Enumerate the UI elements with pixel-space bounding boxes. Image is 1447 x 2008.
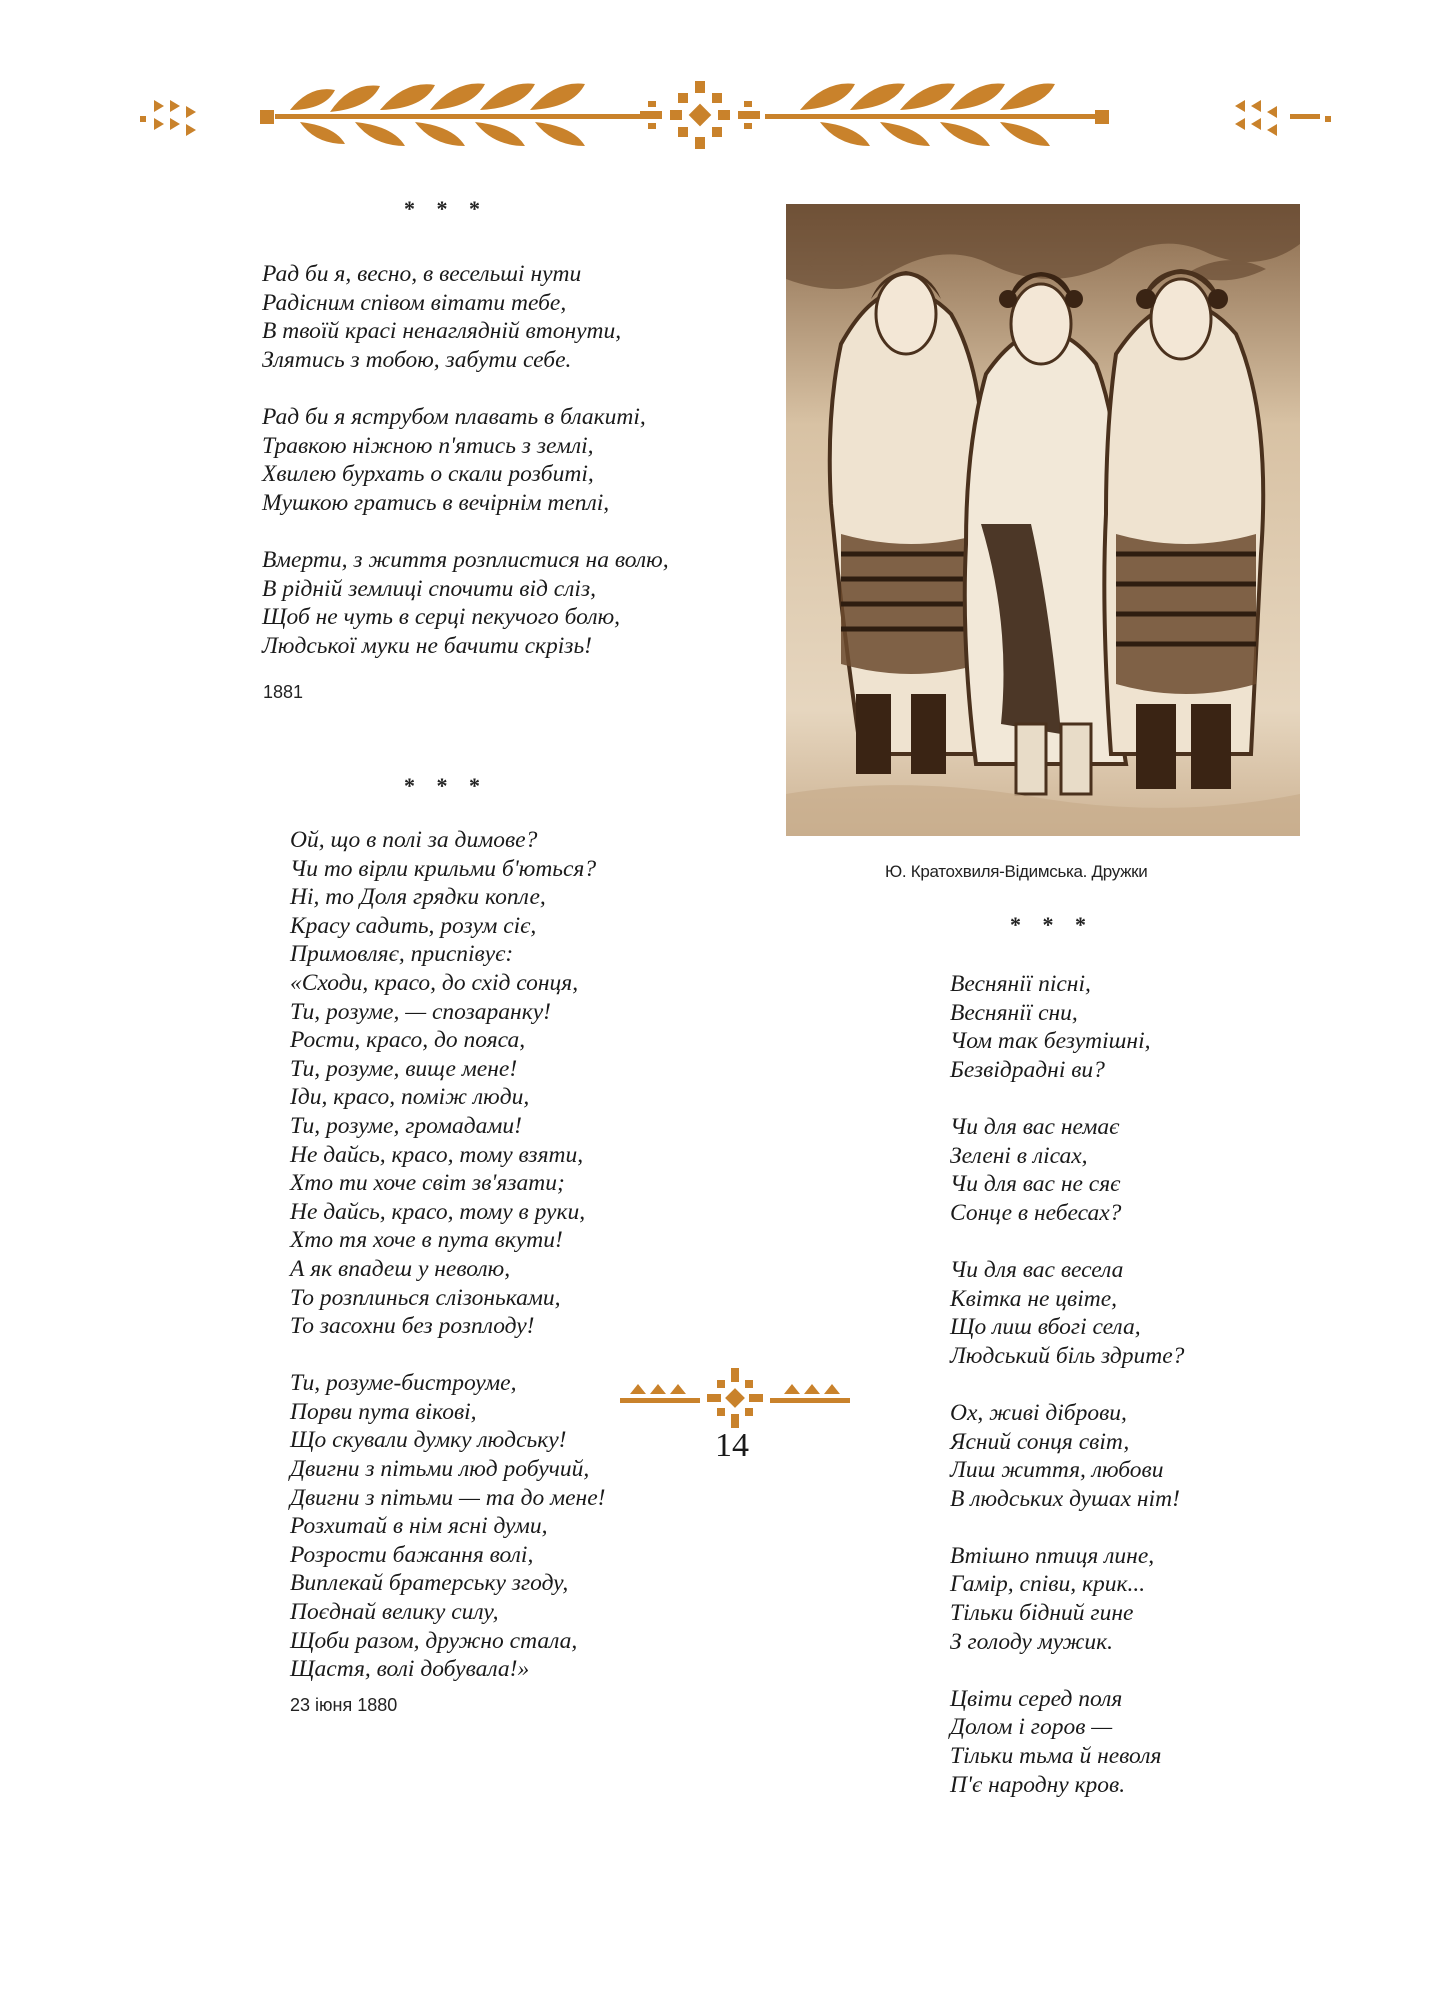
poem1-text bbox=[262, 260, 669, 660]
poem-line: Ти, розуме, громадами! bbox=[290, 1112, 522, 1139]
poem-line: Сонце в небесах? bbox=[950, 1199, 1122, 1226]
poem-line: Примовляє, приспівує: bbox=[290, 941, 514, 968]
poem-line: Ой, що в полі за димове? bbox=[290, 827, 538, 853]
poem-line: Порви пута вікові, bbox=[290, 1398, 477, 1425]
poem-line: Чи то вірли крильми б'ються? bbox=[290, 855, 597, 882]
poem2-separator: * * * bbox=[404, 773, 488, 798]
poem-line: Рад би я яструбом плавать в блакиті, bbox=[262, 403, 646, 430]
poem-line: Хвилею бурхать о скали розбиті, bbox=[262, 461, 594, 488]
poem-line: П'є народну кров. bbox=[950, 1771, 1126, 1798]
page-number: 14 bbox=[715, 1427, 749, 1464]
poem-line: Розхитай в нім ясні думи, bbox=[290, 1513, 548, 1540]
poem-line: Ти, розуме-бистроуме, bbox=[290, 1370, 517, 1397]
right-branch-motif bbox=[765, 84, 1109, 146]
poem-line: Злятись з тобою, забути себе. bbox=[262, 346, 572, 373]
poem-line: Людський біль здрите? bbox=[950, 1342, 1185, 1369]
poem-line: Ох, живі діброви, bbox=[950, 1399, 1127, 1426]
poem-line: Долом і горов — bbox=[950, 1714, 1113, 1741]
poem-line: Щоби разом, дружно стала, bbox=[290, 1627, 578, 1654]
poem-line: Рад би я, весно, в весельші нути bbox=[262, 261, 582, 287]
poem-line: В рідній землиці спочити від сліз, bbox=[262, 575, 596, 602]
illustration-druzhky bbox=[786, 204, 1300, 836]
poem-line: Щоб не чуть в серці пекучого болю, bbox=[262, 604, 621, 631]
poem-line: Вмерти, з життя розплистися на волю, bbox=[262, 546, 669, 573]
poem-line: Ясний сонця світ, bbox=[950, 1428, 1130, 1455]
poem-line: Не дайсь, красо, тому взяти, bbox=[290, 1141, 584, 1168]
poem-line: «Сходи, красо, до схід сонця, bbox=[290, 969, 579, 996]
poem-line: А як впадеш у неволю, bbox=[290, 1255, 511, 1282]
poem-line: Поєднай велику силу, bbox=[290, 1599, 499, 1626]
bottom-ornament bbox=[620, 1360, 850, 1430]
poem-line: Рости, красо, до пояса, bbox=[290, 1027, 526, 1054]
poem3-text bbox=[950, 970, 1184, 1799]
poem-line: То розплинься слізоньками, bbox=[290, 1284, 561, 1311]
illustration-caption: Ю. Кратохвиля-Відимська. Дружки bbox=[885, 862, 1148, 881]
poem-line: Цвіти серед поля bbox=[950, 1685, 1123, 1712]
poem-line: Красу садить, розум сіє, bbox=[290, 912, 537, 939]
poem-line: Двигни з пітьми люд робучий, bbox=[290, 1456, 590, 1483]
poem-line: Безвідрадні ви? bbox=[950, 1056, 1105, 1083]
poem-line: Травкою ніжною п'ятись з землі, bbox=[262, 432, 594, 459]
poem-line: В твоїй красі ненаглядній втонути, bbox=[262, 318, 622, 345]
poem-line: Зелені в лісах, bbox=[950, 1142, 1088, 1169]
poem-line: Виплекай братерську згоду, bbox=[290, 1570, 569, 1597]
poem-line: Радісним співом вітати тебе, bbox=[262, 289, 567, 316]
poem-line: Тільки бідний гине bbox=[950, 1600, 1134, 1627]
poem-line: Чи для вас немає bbox=[950, 1113, 1120, 1140]
poem-line: З голоду мужик. bbox=[950, 1628, 1114, 1655]
poem-line: В людських душах ніт! bbox=[950, 1485, 1180, 1512]
girl-right bbox=[1104, 269, 1263, 789]
poem-line: Іди, красо, поміж люди, bbox=[290, 1084, 530, 1111]
poem-line: Не дайсь, красо, тому в руки, bbox=[290, 1198, 586, 1225]
poem-line: Що лиш вбогі села, bbox=[950, 1314, 1141, 1341]
poem-line: Двигни з пітьми — та до мене! bbox=[290, 1484, 606, 1511]
poem-line: Квітка не цвіте, bbox=[950, 1285, 1118, 1312]
poem-line: Хто тя хоче в пута вкути! bbox=[290, 1227, 563, 1254]
poem-line: Мушкою гратись в вечірнім теплі, bbox=[262, 489, 610, 516]
poem-line: Веснянії сни, bbox=[950, 999, 1078, 1026]
poem-line: Чи для вас весела bbox=[950, 1256, 1124, 1283]
left-branch-motif bbox=[260, 84, 645, 146]
poem-line: Чом так безутішні, bbox=[950, 1028, 1151, 1055]
poem3-separator: * * * bbox=[1010, 912, 1094, 937]
poem-line: Ти, розуме, вище мене! bbox=[290, 1055, 518, 1082]
left-chevron-motif bbox=[140, 100, 196, 136]
poem2-text bbox=[290, 826, 605, 1684]
poem-line: Що скували думку людську! bbox=[290, 1427, 567, 1454]
top-ornament bbox=[140, 70, 1335, 160]
poem1-separator: * * * bbox=[404, 196, 488, 221]
poem2-date: 23 іюня 1880 bbox=[290, 1695, 398, 1715]
poem-line: Гамір, співи, крик... bbox=[950, 1571, 1146, 1598]
poem-line: Людської муки не бачити скрізь! bbox=[262, 632, 592, 659]
poem-line: Щастя, волі добувала!» bbox=[290, 1656, 530, 1683]
poem-line: Тільки тьма й неволя bbox=[950, 1743, 1162, 1770]
poem-line: Веснянії пісні, bbox=[950, 971, 1091, 997]
right-chevron-motif bbox=[1235, 100, 1331, 136]
poem-line: Чи для вас не сяє bbox=[950, 1171, 1121, 1198]
poem1-date: 1881 bbox=[263, 682, 304, 702]
poem-line: Лиш життя, любови bbox=[950, 1457, 1164, 1484]
three-girls-drawing bbox=[786, 204, 1300, 836]
poem-line: Хто ти хоче світ зв'язати; bbox=[290, 1170, 565, 1197]
poem-line: Втішно птиця лине, bbox=[950, 1542, 1155, 1569]
center-medallion-motif bbox=[640, 81, 760, 149]
poem-line: Розрости бажання волі, bbox=[290, 1541, 534, 1568]
poem-line: Ні, то Доля грядки копле, bbox=[290, 884, 546, 911]
poem-line: То засохни без розплоду! bbox=[290, 1313, 535, 1340]
poem-line: Ти, розуме, — спозаранку! bbox=[290, 998, 551, 1025]
